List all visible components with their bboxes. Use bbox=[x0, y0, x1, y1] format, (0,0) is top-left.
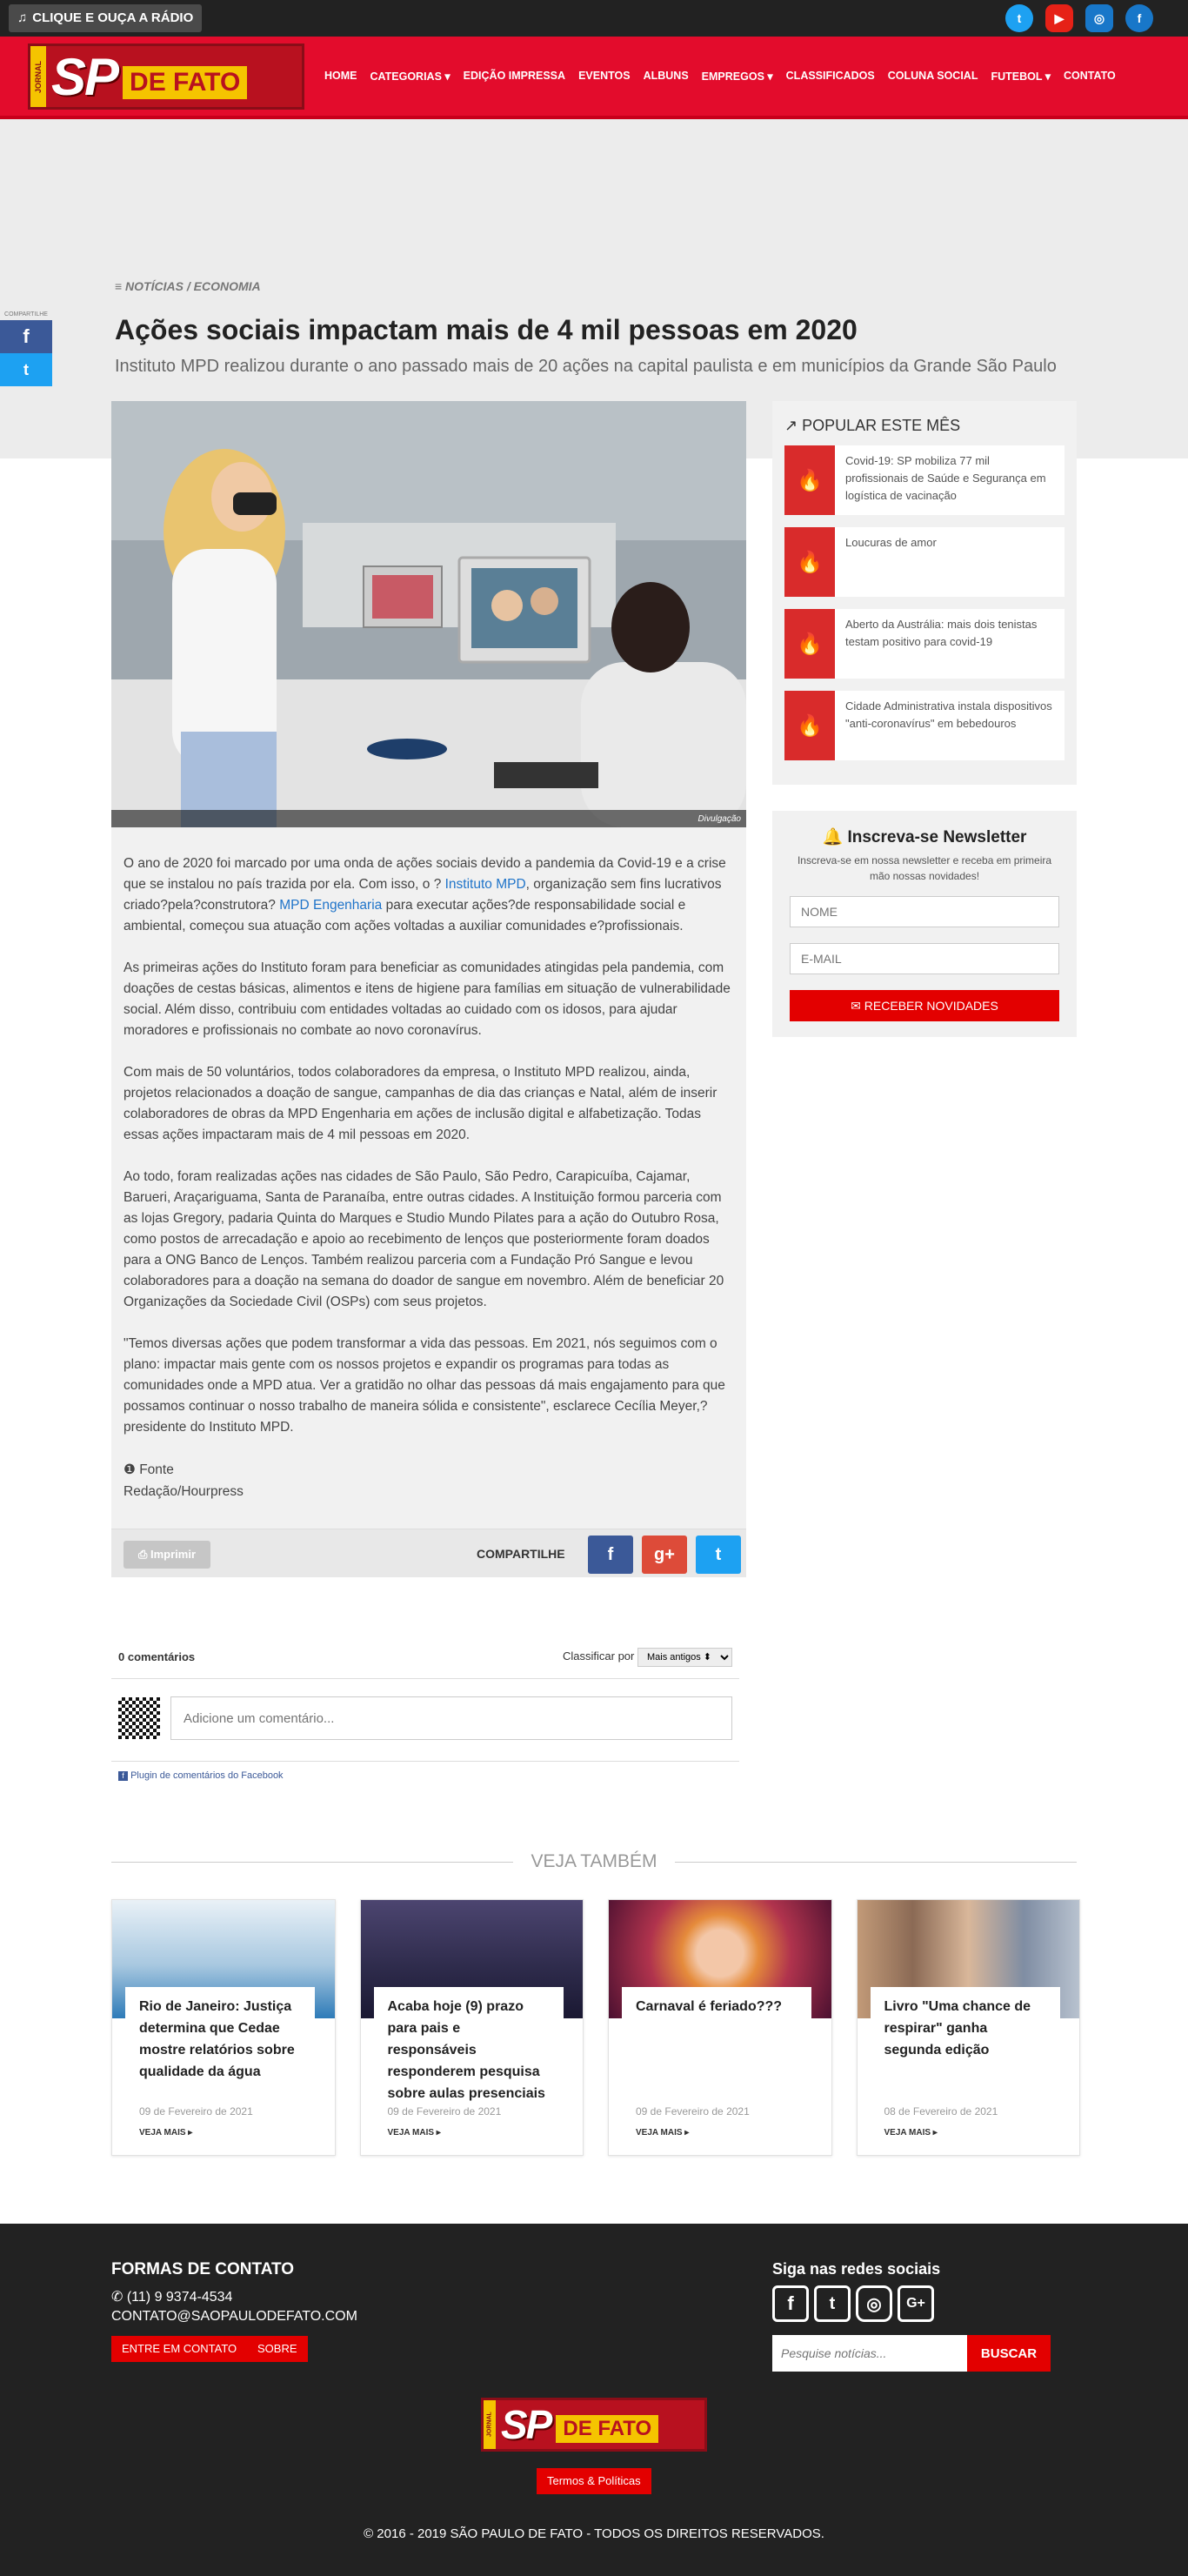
nav-item-coluna-social[interactable]: COLUNA SOCIAL bbox=[887, 70, 978, 82]
popular-heading: ↗ POPULAR ESTE MÊS bbox=[784, 417, 961, 434]
source-label: ❶ Fonte bbox=[123, 1462, 174, 1477]
footer-search bbox=[772, 2335, 1051, 2372]
card-title: Livro "Uma chance de respirar" ganha segunda edição bbox=[871, 1987, 1060, 2070]
footer-logo[interactable] bbox=[481, 2398, 707, 2452]
sort-label: Classificar por bbox=[563, 1649, 635, 1663]
fire-icon: 🔥 bbox=[784, 445, 835, 515]
music-icon: ♫ bbox=[17, 10, 28, 25]
nav-item-empregos[interactable]: EMPREGOS ▾ bbox=[701, 70, 773, 83]
page-title: Ações sociais impactam mais de 4 mil pessoas em 2020 bbox=[115, 314, 858, 345]
photo-credit: Divulgação bbox=[697, 814, 741, 824]
newsletter-widget bbox=[772, 811, 1077, 1037]
floating-share-label: COMPARTILHE bbox=[4, 311, 48, 318]
fire-icon: 🔥 bbox=[784, 691, 835, 760]
card-more-link[interactable]: VEJA MAIS ▸ bbox=[884, 2128, 938, 2138]
popular-item[interactable] bbox=[784, 691, 1065, 760]
user-avatar bbox=[118, 1697, 160, 1739]
instagram-icon[interactable]: ◎ bbox=[1085, 4, 1113, 32]
top-bar bbox=[0, 0, 1188, 37]
facebook-share-icon[interactable]: f bbox=[0, 320, 52, 353]
logo-sp-text: SP bbox=[51, 47, 118, 106]
google-plus-icon[interactable]: G+ bbox=[898, 2285, 934, 2322]
mpd-engenharia-link[interactable]: MPD Engenharia bbox=[279, 898, 383, 913]
share-label: COMPARTILHE bbox=[477, 1547, 565, 1561]
nav-item-contato[interactable]: CONTATO bbox=[1064, 70, 1116, 82]
twitter-share-button[interactable]: t bbox=[696, 1536, 741, 1574]
article-body bbox=[111, 401, 746, 1577]
related-card[interactable] bbox=[608, 1899, 832, 2156]
fire-icon: 🔥 bbox=[784, 527, 835, 597]
sidebar bbox=[772, 401, 1077, 1037]
paragraph-text: O ano de 2020 foi marcado por uma onda de ações sociais devido a pandemia da Covid-19 e a crise que se instalou no país trazida por ela. Com isso, o ? bbox=[123, 856, 726, 892]
popular-item-title: Aberto da Austrália: mais dois tenistas testam positivo para covid-19 bbox=[835, 609, 1065, 679]
card-date: 09 de Fevereiro de 2021 bbox=[387, 2105, 502, 2118]
article-paragraph bbox=[123, 853, 734, 937]
radio-button[interactable] bbox=[9, 4, 202, 32]
facebook-plugin-link[interactable] bbox=[111, 1761, 739, 1790]
social-heading: Siga nas redes sociais bbox=[772, 2260, 941, 2278]
radio-label: CLIQUE E OUÇA A RÁDIO bbox=[32, 10, 194, 25]
article-photo bbox=[111, 401, 746, 827]
breadcrumb[interactable]: ≡ NOTÍCIAS / ECONOMIA bbox=[115, 279, 261, 293]
popular-widget bbox=[772, 401, 1077, 785]
article-paragraph: As primeiras ações do Instituto foram para beneficiar as comunidades atingidas pela pandemia, com doações de cestas básicas, alimentos e itens de higiene para famílias em situação de vulnerabilidade social. Além disso, contribuiu com entidades voltadas ao cuidado com os idosos, para ajudar moradores e profissionais no combate ao novo coronavírus. bbox=[123, 960, 731, 1038]
comment-compose bbox=[111, 1679, 739, 1757]
search-input[interactable] bbox=[772, 2335, 967, 2372]
popular-item[interactable] bbox=[784, 527, 1065, 597]
newsletter-submit-button[interactable]: ✉ RECEBER NOVIDADES bbox=[790, 990, 1059, 1021]
related-heading-block bbox=[111, 1851, 1077, 1872]
article-paragraph: Com mais de 50 voluntários, todos colaboradores da empresa, o Instituto MPD realizou, ainda, projetos relacionados a doação de sangue, campanhas de dia das crianças e Natal, além de inserir colaboradores de obras da MPD Engenharia em ações de inclusão digital e alfabetização. Todas essas ações impactaram mais de 4 mil pessoas em 2020. bbox=[123, 1065, 717, 1142]
share-bar bbox=[111, 1529, 746, 1577]
top-social-links bbox=[1005, 4, 1153, 32]
comment-input[interactable] bbox=[170, 1696, 732, 1740]
fire-icon: 🔥 bbox=[784, 609, 835, 679]
twitter-share-icon[interactable]: t bbox=[0, 353, 52, 386]
newsletter-text: Inscreva-se em nossa newsletter e receba em primeira mão nossas novidades! bbox=[797, 854, 1052, 882]
popular-item-title: Covid-19: SP mobiliza 77 mil profissionais de Saúde e Segurança em logística de vacinação bbox=[835, 445, 1065, 515]
newsletter-email-input[interactable] bbox=[790, 943, 1059, 974]
article-paragraph: "Temos diversas ações que podem transformar a vida das pessoas. Em 2021, nós seguimos com o plano: impactar mais gente com os nossos projetos e expandir os programas para todas as comunidades onde a MPD atua. Ver a gratidão no olhar das pessoas dá mais engajamento para que possamos continuar o nosso trabalho de maneira sólida e consistente", esclarece Cecília Meyer,?presidente do Instituto MPD. bbox=[123, 1336, 725, 1435]
instituto-mpd-link[interactable]: Instituto MPD bbox=[444, 877, 526, 892]
popular-item-title: Cidade Administrativa instala dispositivos "anti-coronavírus" em bebedouros bbox=[835, 691, 1065, 760]
related-cards bbox=[111, 1899, 1080, 2156]
terms-button[interactable]: Termos & Políticas bbox=[537, 2468, 651, 2494]
popular-item-title: Loucuras de amor bbox=[835, 527, 1065, 597]
comments-section bbox=[111, 1636, 739, 1790]
footer-social-links bbox=[772, 2285, 934, 2322]
footer-email[interactable]: CONTATO@SAOPAULODEFATO.COM bbox=[111, 2309, 357, 2324]
nav-item-albuns[interactable]: ALBUNS bbox=[643, 70, 689, 82]
card-more-link[interactable]: VEJA MAIS ▸ bbox=[387, 2128, 441, 2138]
search-button[interactable]: BUSCAR bbox=[967, 2335, 1051, 2372]
comments-header bbox=[111, 1636, 739, 1679]
plugin-label: Plugin de comentários do Facebook bbox=[130, 1770, 284, 1781]
nav-item-futebol[interactable]: FUTEBOL ▾ bbox=[991, 70, 1051, 83]
paragraph-text: para executar ações?de responsabilidade social e ambiental, começou sua atuação com ações voltadas a auxiliar comunidades e?profissionais. bbox=[123, 898, 686, 933]
main-navbar bbox=[0, 37, 1188, 119]
about-button[interactable]: SOBRE bbox=[247, 2336, 308, 2362]
popular-item[interactable] bbox=[784, 445, 1065, 515]
floating-share bbox=[0, 311, 52, 386]
article-paragraph: Ao todo, foram realizadas ações nas cidades de São Paulo, São Pedro, Carapicuíba, Cajamar, Barueri, Araçariguama, Santa de Paranaíba, entre outras cidades. A Instituição formou parceria com as lojas Gregory, padaria Quinta do Marques e Studio Mundo Pilates para a ação do Outubro Rosa, como postos de arrecadação e apoio ao recebimento de lenços que posteriormente foram doados para a ONG Banco de Lenços. Também realizou parceria com a Fundação Pró Sangue e levou colaboradores para a doação na semana do doador de sangue em novembro. Além de beneficiar 20 Organizações da Sociedade Civil (OSPs) com seus projetos. bbox=[123, 1169, 724, 1309]
logo-de-fato-text: DE FATO bbox=[556, 2415, 658, 2443]
comments-count: 0 comentários bbox=[118, 1650, 196, 1663]
print-button[interactable]: ⎙ Imprimir bbox=[123, 1541, 210, 1569]
youtube-icon[interactable]: ▶ bbox=[1045, 4, 1073, 32]
facebook-icon[interactable]: f bbox=[772, 2285, 809, 2322]
article-text bbox=[111, 827, 746, 1529]
newsletter-name-input[interactable] bbox=[790, 896, 1059, 927]
contact-button[interactable]: ENTRE EM CONTATO bbox=[111, 2336, 247, 2362]
card-title: Acaba hoje (9) prazo para pais e responsáveis responderem pesquisa sobre aulas presenciais bbox=[374, 1987, 564, 2113]
nav-item-classificados[interactable]: CLASSIFICADOS bbox=[785, 70, 875, 82]
copyright: © 2016 - 2019 SÃO PAULO DE FATO - TODOS OS DIREITOS RESERVADOS. bbox=[364, 2526, 824, 2541]
card-date: 08 de Fevereiro de 2021 bbox=[884, 2105, 998, 2118]
google-plus-share-button[interactable]: g+ bbox=[642, 1536, 687, 1574]
nav-item-eventos[interactable]: EVENTOS bbox=[578, 70, 631, 82]
popular-item[interactable] bbox=[784, 609, 1065, 679]
nav-item-categorias[interactable]: CATEGORIAS ▾ bbox=[370, 70, 451, 83]
twitter-icon[interactable]: t bbox=[814, 2285, 851, 2322]
article-subtitle: Instituto MPD realizou durante o ano passado mais de 20 ações na capital paulista e em municípios da Grande São Paulo bbox=[115, 357, 1057, 376]
logo-side-text: JORNAL bbox=[30, 46, 46, 107]
card-date: 09 de Fevereiro de 2021 bbox=[636, 2105, 750, 2118]
footer-phone: ✆ (11) 9 9374-4534 bbox=[111, 2290, 233, 2305]
sort-select[interactable] bbox=[637, 1648, 732, 1667]
nav-item-edicao-impressa[interactable]: EDIÇÃO IMPRESSA bbox=[463, 70, 566, 82]
card-title: Carnaval é feriado??? bbox=[622, 1987, 811, 2026]
nav-item-home[interactable]: HOME bbox=[324, 70, 357, 82]
card-date: 09 de Fevereiro de 2021 bbox=[139, 2105, 253, 2118]
related-card[interactable] bbox=[857, 1899, 1081, 2156]
related-heading: VEJA TAMBÉM bbox=[513, 1851, 674, 1871]
site-logo[interactable] bbox=[28, 43, 304, 110]
logo-sp-text: SP bbox=[501, 2402, 551, 2447]
facebook-icon[interactable]: f bbox=[1125, 4, 1153, 32]
twitter-icon[interactable]: t bbox=[1005, 4, 1033, 32]
card-more-link[interactable]: VEJA MAIS ▸ bbox=[139, 2128, 193, 2138]
related-card[interactable] bbox=[360, 1899, 584, 2156]
card-title: Rio de Janeiro: Justiça determina que Cedae mostre relatórios sobre qualidade da água bbox=[125, 1987, 315, 2091]
source-value: Redação/Hourpress bbox=[123, 1484, 244, 1499]
logo-side-text: JORNAL bbox=[484, 2400, 496, 2449]
sort-control bbox=[563, 1648, 732, 1667]
newsletter-heading: 🔔 Inscreva-se Newsletter bbox=[822, 828, 1027, 846]
facebook-icon: f bbox=[118, 1771, 128, 1781]
nav-menu bbox=[324, 37, 1116, 115]
photo-illustration bbox=[111, 401, 746, 827]
card-more-link[interactable]: VEJA MAIS ▸ bbox=[636, 2128, 690, 2138]
instagram-icon[interactable]: ◎ bbox=[856, 2285, 892, 2322]
logo-de-fato-text: DE FATO bbox=[123, 66, 247, 99]
contact-heading: FORMAS DE CONTATO bbox=[111, 2260, 295, 2278]
related-card[interactable] bbox=[111, 1899, 336, 2156]
paragraph-text: , organização sem fins lucrativos criado?pela?construtora? bbox=[123, 877, 722, 913]
facebook-share-button[interactable]: f bbox=[588, 1536, 633, 1574]
